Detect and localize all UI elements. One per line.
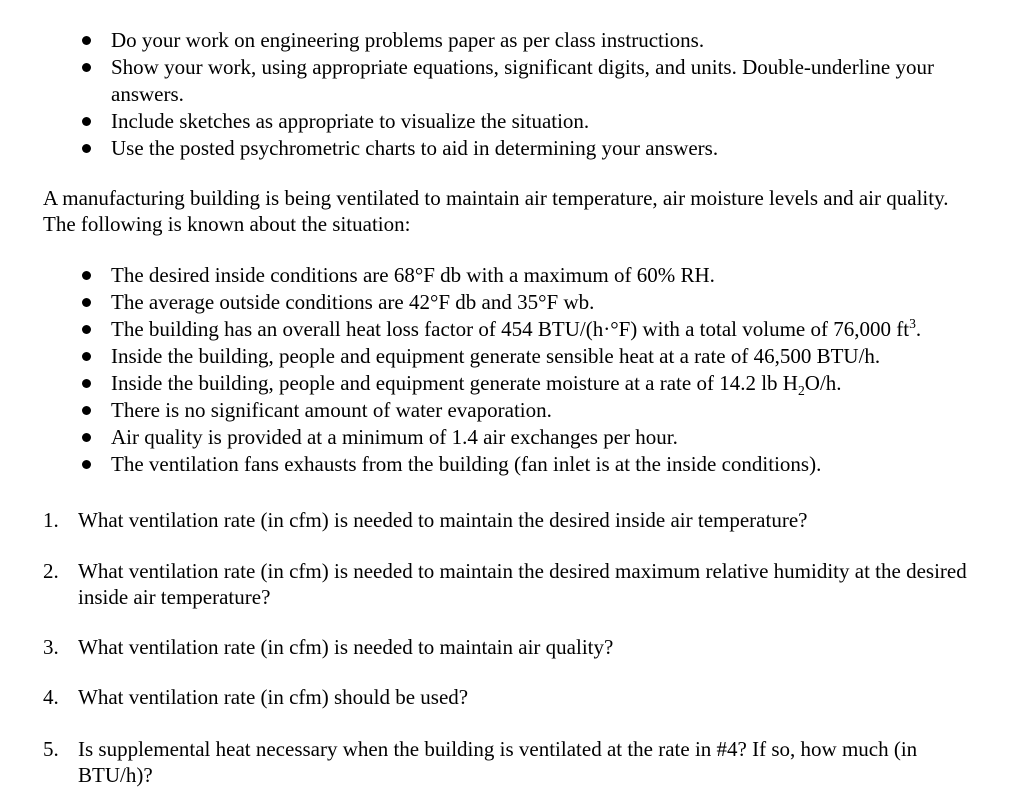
bullet-icon [82,379,91,388]
list-item [0,316,1024,343]
bullet-icon [82,271,91,280]
bullet-icon [82,406,91,415]
list-item: Inside the building, people and equipment generate sensible heat at a rate of 46,500 BTU/h. [0,343,1024,370]
bullet-icon [82,36,91,45]
list-item: The ventilation fans exhausts from the building (fan inlet is at the inside conditions). [0,451,1024,478]
list-item: Include sketches as appropriate to visualize the situation. [0,108,1024,135]
list-item: Do your work on engineering problems paper as per class instructions. [0,27,1024,54]
facts-list [0,262,1024,478]
list-item: Show your work, using appropriate equations, significant digits, and units. Double-underline your answers. [0,54,1024,108]
list-item: There is no significant amount of water evaporation. [0,397,1024,424]
bullet-icon [82,117,91,126]
bullet-icon [82,144,91,153]
bullet-icon [82,352,91,361]
list-item: Air quality is provided at a minimum of 1.4 air exchanges per hour. [0,424,1024,451]
instructions-list [0,27,1024,162]
list-item: The average outside conditions are 42°F db and 35°F wb. [0,289,1024,316]
bullet-icon [82,460,91,469]
heat-loss-fact: The building has an overall heat loss factor of 454 BTU/(h·°F) with a total volume of 76,000 $ft^3$. [111,316,922,341]
list-item: Use the posted psychrometric charts to aid in determining your answers. [0,135,1024,162]
bullet-icon [82,325,91,334]
intro-paragraph: A manufacturing building is being ventilated to maintain air temperature, air moisture levels and air quality. The following is known about the situation: [43,186,949,236]
bullet-icon [82,433,91,442]
list-item [0,370,1024,397]
bullet-icon [82,298,91,307]
bullet-icon [82,63,91,72]
moisture-fact: Inside the building, people and equipment generate moisture at a rate of 14.2 lb $H_2O/h$. [111,371,842,399]
list-item: The desired inside conditions are 68°F db with a maximum of 60% RH. [0,262,1024,289]
